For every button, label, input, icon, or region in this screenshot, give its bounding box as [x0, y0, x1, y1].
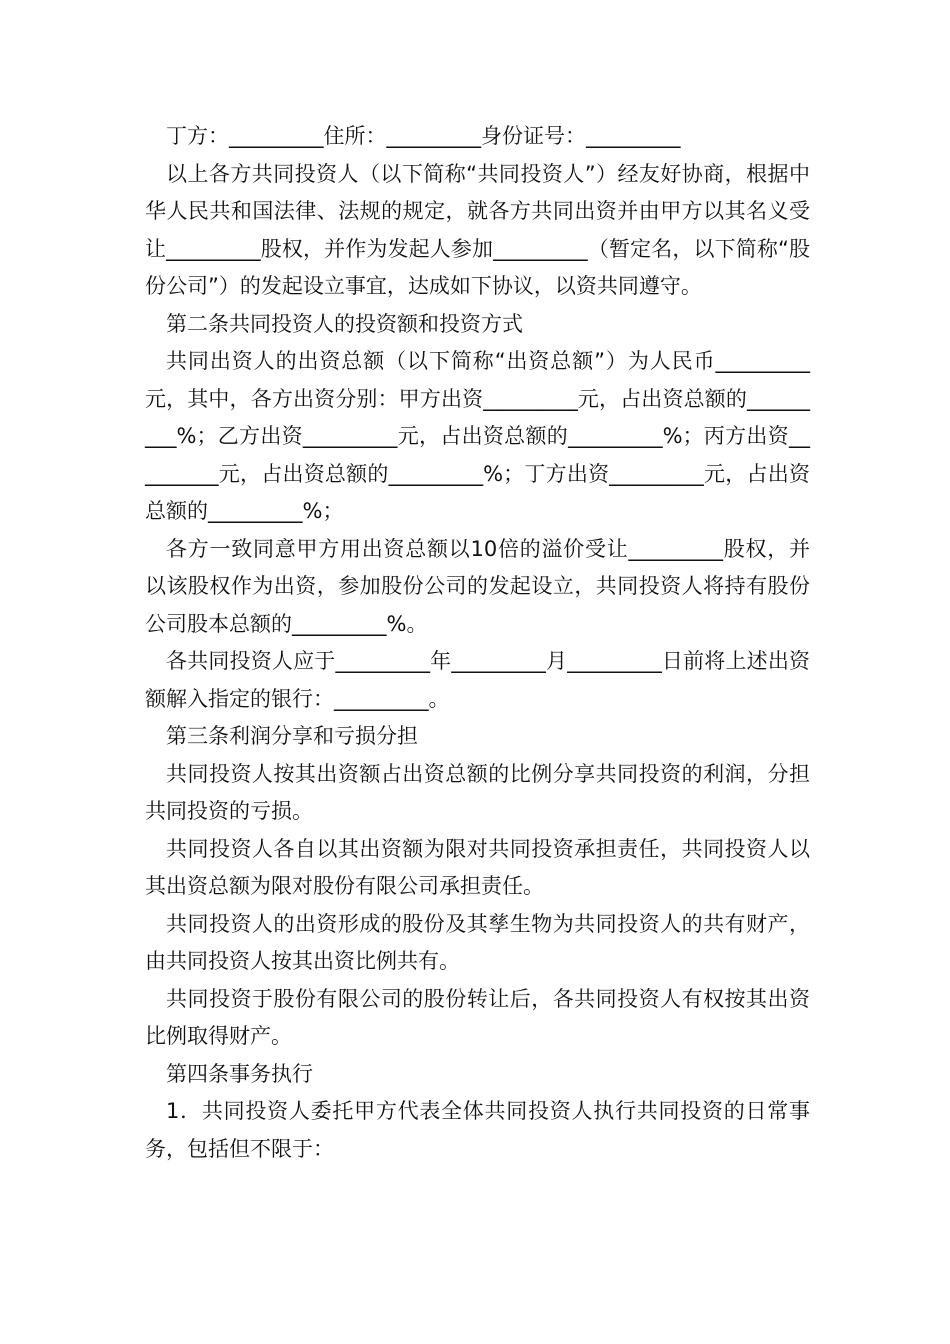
article-3-property-paragraph: 共同投资人的出资形成的股份及其孳生物为共同投资人的共有财产，由共同投资人按其出资比例共有。	[145, 911, 810, 973]
article-2-heading: 第二条共同投资人的投资额和投资方式	[166, 311, 523, 336]
article-2-premium-paragraph: 各方一致同意甲方用出资总额以10倍的溢价受让_________股权，并以该股权作为出资，参加股份公司的发起设立，共同投资人将持有股份公司股本总额的_________%。	[145, 536, 810, 636]
preamble-paragraph: 以上各方共同投资人（以下简称“共同投资人”）经友好协商，根据中华人民共和国法律、法规的规定，就各方共同出资并由甲方以其名义受让_________股权，并作为发起人参加_________（暂定名，以下简称“股份公司”）的发起设立事宜，达成如下协议，以资共同遵守。	[145, 161, 810, 298]
article-2-deadline-paragraph: 各共同投资人应于_________年_________月_________日前将上述出资额解入指定的银行：_________。	[145, 649, 810, 711]
document-page	[145, 118, 810, 1168]
article-3-heading: 第三条利润分享和亏损分担	[166, 724, 418, 748]
article-2-contribution-paragraph: 共同出资人的出资总额（以下简称“出资总额”）为人民币_________元，其中，各方出资分别：甲方出资_________元，占出资总额的_________%；乙方出资_________元，占出资总额的_________%；丙方出资_________元，占出资总额的_________%；丁方出资_________元，占出资总额的_________%；	[145, 349, 810, 523]
article-4-item-1-paragraph: 1．共同投资人委托甲方代表全体共同投资人执行共同投资的日常事务，包括但不限于：	[145, 1099, 810, 1161]
article-3-liability-paragraph: 共同投资人各自以其出资额为限对共同投资承担责任，共同投资人以其出资总额为限对股份有限公司承担责任。	[145, 836, 810, 898]
article-3-transfer-paragraph: 共同投资于股份有限公司的股份转让后，各共同投资人有权按其出资比例取得财产。	[145, 986, 810, 1048]
article-4-heading: 第四条事务执行	[166, 1061, 313, 1086]
party-d-line: 丁方：_________住所：_________身份证号：_________	[166, 124, 681, 148]
article-3-profit-paragraph: 共同投资人按其出资额占出资总额的比例分享共同投资的利润，分担共同投资的亏损。	[145, 761, 810, 823]
